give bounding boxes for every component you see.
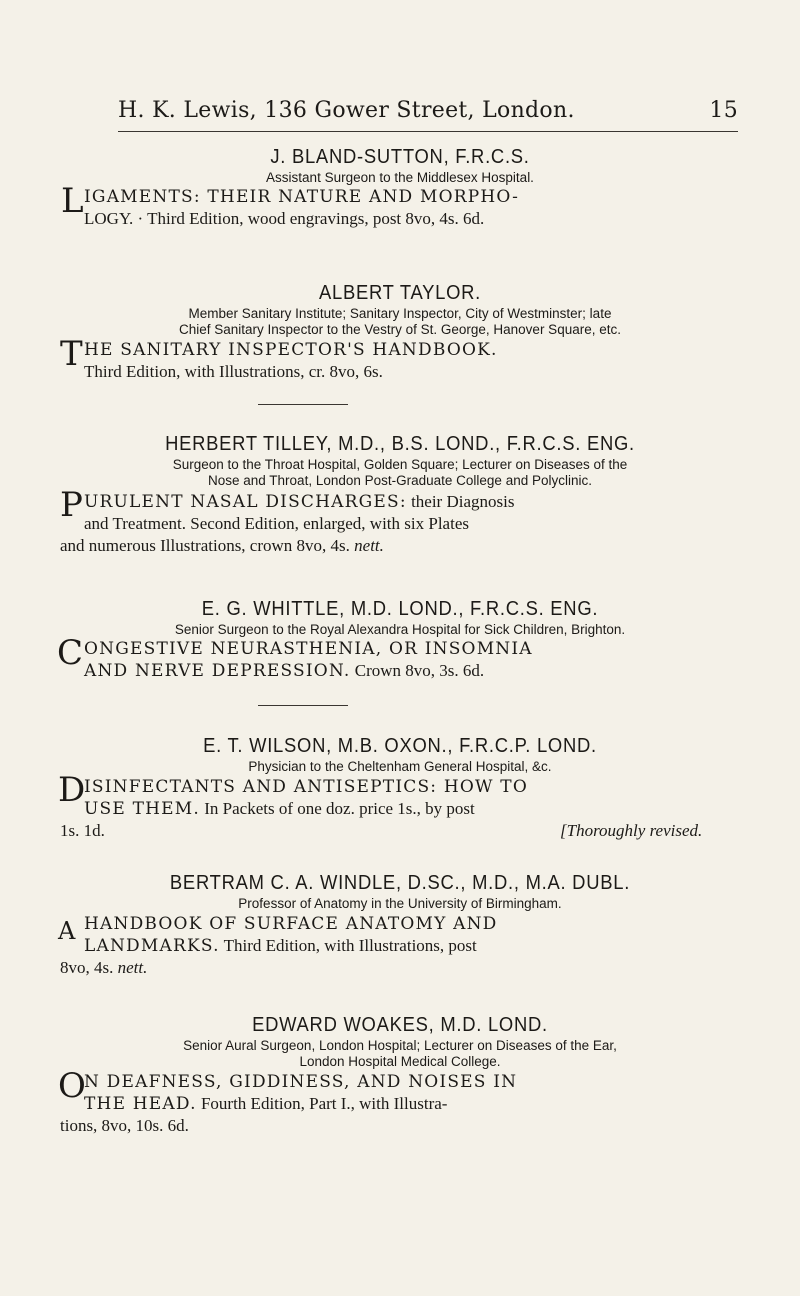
drop-cap: O bbox=[58, 1066, 86, 1106]
book-title-continued: AND NERVE DEPRESSION. bbox=[84, 661, 351, 681]
author-credentials: Senior Aural Surgeon, London Hospital; Lecturer on Diseases of the Ear, bbox=[183, 1038, 617, 1053]
separator-rule bbox=[258, 404, 348, 405]
page-number: 15 bbox=[709, 98, 738, 123]
book-details: Fourth Edition, Part I., with Illustra- bbox=[200, 1094, 448, 1113]
author-name: HERBERT TILLEY, M.D., B.S. LOND., F.R.C.S. ENG. bbox=[165, 433, 635, 455]
drop-cap: T bbox=[60, 334, 83, 374]
nett-label: nett. bbox=[117, 958, 148, 977]
drop-cap: A bbox=[58, 917, 76, 945]
book-details: Third Edition, with Illustrations, post bbox=[223, 936, 477, 955]
separator-rule bbox=[258, 705, 348, 706]
header-rule bbox=[118, 131, 738, 132]
author-credentials: Physician to the Cheltenham General Hospital, &c. bbox=[248, 759, 552, 774]
author-name: EDWARD WOAKES, M.D. LOND. bbox=[252, 1014, 548, 1036]
publisher-address: H. K. Lewis, 136 Gower Street, London. bbox=[118, 98, 575, 123]
drop-cap: C bbox=[57, 633, 84, 673]
book-details-line bbox=[84, 936, 477, 956]
book-details: and Treatment. Second Edition, enlarged, with six Plates bbox=[84, 514, 469, 533]
author-name: E. G. WHITTLE, M.D. LOND., F.R.C.S. ENG. bbox=[201, 598, 599, 620]
book-title: HANDBOOK OF SURFACE ANATOMY AND bbox=[84, 914, 498, 934]
book-title-continued: LANDMARKS. bbox=[84, 936, 220, 956]
book-title-continued: THE HEAD. bbox=[84, 1094, 197, 1114]
author-credentials: Member Sanitary Institute; Sanitary Inspector, City of Westminster; late bbox=[188, 306, 612, 321]
book-title-continued: USE THEM. bbox=[84, 799, 200, 819]
author-credentials: London Hospital Medical College. bbox=[299, 1054, 501, 1069]
running-head bbox=[118, 98, 738, 123]
author-credentials: Nose and Throat, London Post-Graduate College and Polyclinic. bbox=[208, 473, 592, 488]
book-title: N DEAFNESS, GIDDINESS, AND NOISES IN bbox=[84, 1072, 518, 1092]
book-title: ISINFECTANTS AND ANTISEPTICS: HOW TO bbox=[84, 777, 528, 797]
book-details: In Packets of one doz. price 1s., by post bbox=[204, 799, 475, 818]
book-price: and numerous Illustrations, crown 8vo, 4s. bbox=[60, 536, 350, 555]
author-name: E. T. WILSON, M.B. OXON., F.R.C.P. LOND. bbox=[203, 735, 597, 757]
drop-cap: D bbox=[58, 770, 86, 810]
book-title: IGAMENTS: THEIR NATURE AND MORPHO- bbox=[84, 187, 520, 207]
drop-cap: P bbox=[60, 485, 83, 525]
book-details: Crown 8vo, 3s. 6d. bbox=[354, 661, 485, 680]
author-credentials: Surgeon to the Throat Hospital, Golden Square; Lecturer on Diseases of the bbox=[172, 457, 628, 472]
book-title: URULENT NASAL DISCHARGES: bbox=[84, 492, 407, 512]
author-credentials: Chief Sanitary Inspector to the Vestry of St. George, Hanover Square, etc. bbox=[179, 322, 621, 337]
book-price: 8vo, 4s. bbox=[60, 958, 114, 977]
book-details-line bbox=[84, 799, 475, 819]
nett-label: nett. bbox=[354, 536, 384, 555]
book-price-line bbox=[60, 536, 384, 556]
author-credentials: Assistant Surgeon to the Middlesex Hospital. bbox=[266, 170, 534, 185]
book-price: tions, 8vo, 10s. 6d. bbox=[60, 1116, 189, 1135]
author-name: BERTRAM C. A. WINDLE, D.SC., M.D., M.A. DUBL. bbox=[169, 872, 631, 894]
author-name: ALBERT TAYLOR. bbox=[318, 282, 482, 304]
book-price: 1s. 1d. bbox=[60, 821, 105, 840]
book-title: HE SANITARY INSPECTOR'S HANDBOOK. bbox=[84, 340, 498, 360]
book-details: Third Edition, with Illustrations, cr. 8vo, 6s. bbox=[84, 362, 383, 381]
book-price-line bbox=[60, 958, 147, 978]
author-name: J. BLAND-SUTTON, F.R.C.S. bbox=[270, 146, 530, 168]
book-details: LOGY. · Third Edition, wood engravings, post 8vo, 4s. 6d. bbox=[84, 209, 485, 228]
book-title: ONGESTIVE NEURASTHENIA, OR INSOMNIA bbox=[84, 639, 533, 659]
author-credentials: Professor of Anatomy in the University of Birmingham. bbox=[238, 896, 562, 911]
author-credentials: Senior Surgeon to the Royal Alexandra Hospital for Sick Children, Brighton. bbox=[174, 622, 626, 637]
book-details-line bbox=[84, 1094, 447, 1114]
revision-note: [Thoroughly revised. bbox=[560, 821, 703, 840]
book-title-line bbox=[84, 492, 514, 512]
book-subtitle: their Diagnosis bbox=[411, 492, 515, 511]
book-details-line bbox=[84, 661, 484, 681]
drop-cap: L bbox=[61, 181, 84, 221]
